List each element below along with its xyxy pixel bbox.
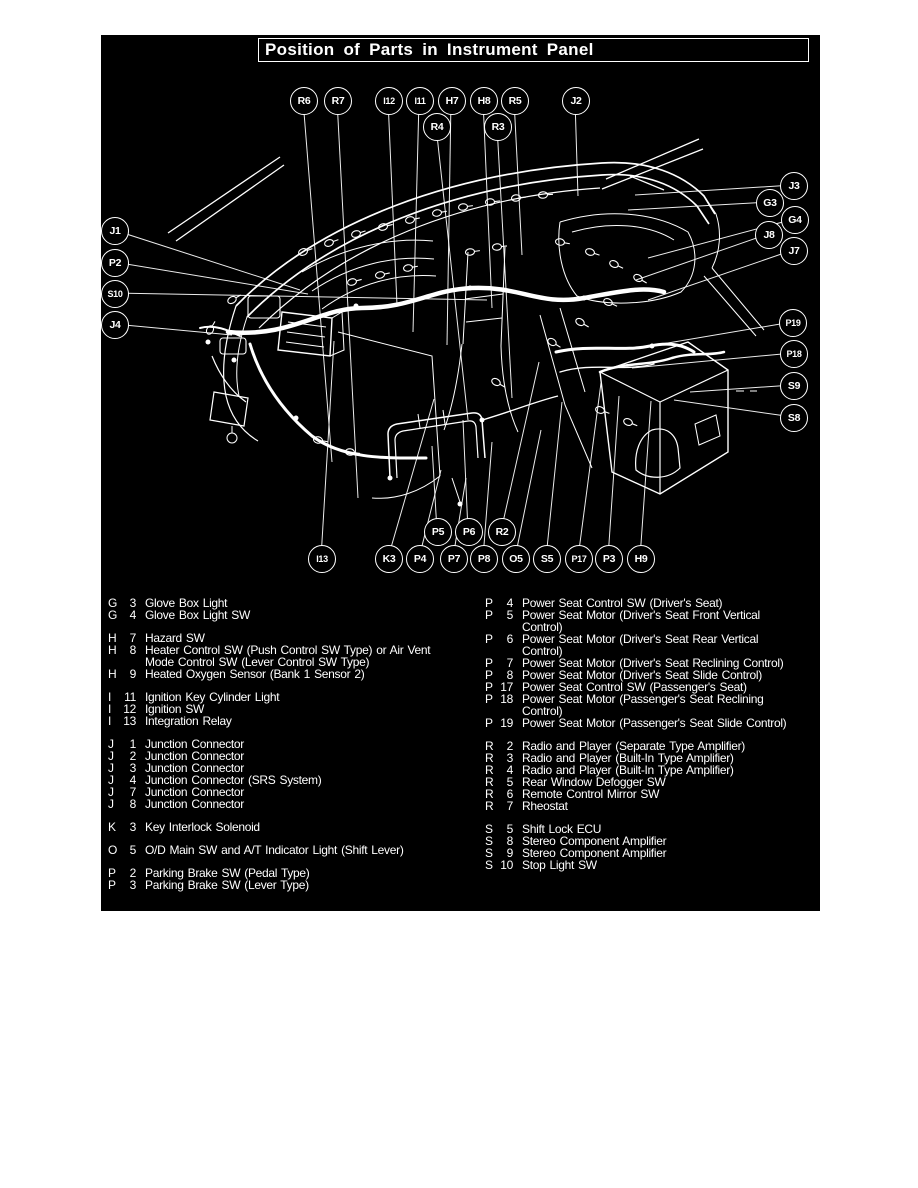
leader-line-r2 xyxy=(501,362,539,531)
legend-group xyxy=(108,632,473,680)
legend-desc: Hazard SW xyxy=(145,631,205,645)
callout-j3: J3 xyxy=(780,172,808,200)
leader-line-r5 xyxy=(514,100,522,255)
seat-subharness-loop xyxy=(388,396,558,502)
legend-letter: S xyxy=(485,858,493,872)
leader-line-p3 xyxy=(608,396,619,558)
legend-letter: R xyxy=(485,775,494,789)
legend-group xyxy=(108,844,473,856)
legend-row-p3 xyxy=(108,879,473,891)
legend-number: 13 xyxy=(123,714,136,728)
legend-group xyxy=(108,867,473,891)
callout-s10: S10 xyxy=(101,280,129,308)
leader-line-r7 xyxy=(337,100,358,498)
leader-line-j1 xyxy=(114,230,300,290)
leader-line-r4 xyxy=(436,126,468,420)
leader-line-i12 xyxy=(388,100,397,305)
legend-number: 4 xyxy=(129,608,136,622)
legend-letter: J xyxy=(108,737,114,751)
legend-desc: Heater Control SW (Push Control SW Type) or Air Vent Mode Control SW (Lever Control SW Type) xyxy=(145,643,431,669)
legend-letter: G xyxy=(108,608,118,622)
legend-desc: Key Interlock Solenoid xyxy=(145,820,260,834)
legend-desc: Stereo Component Amplifier xyxy=(522,846,667,860)
legend-number: 4 xyxy=(506,596,513,610)
legend-number: 7 xyxy=(129,631,136,645)
legend-desc: Remote Control Mirror SW xyxy=(522,787,660,801)
legend-group xyxy=(485,597,815,729)
legend-number: 6 xyxy=(506,787,513,801)
legend-desc: Shift Lock ECU xyxy=(522,822,602,836)
leader-line-s5 xyxy=(546,402,562,558)
page-title: Position of Parts in Instrument Panel xyxy=(265,40,594,59)
callout-j4: J4 xyxy=(101,311,129,339)
leader-line-j7 xyxy=(648,250,793,300)
legend-number: 17 xyxy=(500,680,513,694)
legend-group xyxy=(108,691,473,727)
legend-letter: I xyxy=(108,714,112,728)
title-box xyxy=(258,38,809,62)
legend-desc: Heated Oxygen Sensor (Bank 1 Sensor 2) xyxy=(145,667,365,681)
legend-letter: P xyxy=(485,596,493,610)
legend-row-p19 xyxy=(485,717,815,729)
callout-i12: I12 xyxy=(375,87,403,115)
legend-letter: P xyxy=(485,716,493,730)
legend-desc: Radio and Player (Built-In Type Amplifier) xyxy=(522,763,734,777)
legend-letter: J xyxy=(108,773,114,787)
callout-j8: J8 xyxy=(755,221,783,249)
legend-letter: O xyxy=(108,843,118,857)
callout-p19: P19 xyxy=(779,309,807,337)
legend-desc: Junction Connector (SRS System) xyxy=(145,773,322,787)
callout-j1: J1 xyxy=(101,217,129,245)
legend-number: 5 xyxy=(506,775,513,789)
leader-line-i13 xyxy=(321,341,334,558)
legend-desc: Junction Connector xyxy=(145,785,244,799)
legend-number: 4 xyxy=(506,763,513,777)
callout-j2: J2 xyxy=(562,87,590,115)
legend-group xyxy=(108,597,473,621)
legend-group xyxy=(108,738,473,810)
callout-s5: S5 xyxy=(533,545,561,573)
legend-row-j8 xyxy=(108,798,473,810)
callout-p4: P4 xyxy=(406,545,434,573)
callout-h9: H9 xyxy=(627,545,655,573)
callout-r5: R5 xyxy=(501,87,529,115)
legend-number: 5 xyxy=(129,843,136,857)
callout-s9: S9 xyxy=(780,372,808,400)
legend-group xyxy=(485,740,815,812)
legend-desc: Junction Connector xyxy=(145,737,244,751)
callout-s8: S8 xyxy=(780,404,808,432)
callout-r6: R6 xyxy=(290,87,318,115)
legend-letter: R xyxy=(485,763,494,777)
callout-r7: R7 xyxy=(324,87,352,115)
legend-letter: H xyxy=(108,643,117,657)
legend-right-column xyxy=(485,597,815,882)
leader-line-p19 xyxy=(662,322,792,344)
legend-number: 5 xyxy=(506,822,513,836)
callout-p7: P7 xyxy=(440,545,468,573)
legend-desc: Parking Brake SW (Lever Type) xyxy=(145,878,309,892)
legend-letter: J xyxy=(108,797,114,811)
legend-letter: K xyxy=(108,820,116,834)
legend-number: 10 xyxy=(500,858,513,872)
legend-number: 18 xyxy=(500,692,513,706)
legend-desc: Parking Brake SW (Pedal Type) xyxy=(145,866,310,880)
callout-p5: P5 xyxy=(424,518,452,546)
legend-desc: Power Seat Motor (Driver's Seat Reclining Control) xyxy=(522,656,784,670)
legend-number: 4 xyxy=(129,773,136,787)
legend-number: 2 xyxy=(129,749,136,763)
callout-h8: H8 xyxy=(470,87,498,115)
legend-letter: J xyxy=(108,785,114,799)
legend-desc: Junction Connector xyxy=(145,797,244,811)
callout-r4: R4 xyxy=(423,113,451,141)
callout-r3: R3 xyxy=(484,113,512,141)
callout-p3: P3 xyxy=(595,545,623,573)
legend-desc: Power Seat Motor (Driver's Seat Rear Vertical Control) xyxy=(522,632,759,658)
legend-number: 3 xyxy=(129,596,136,610)
legend-row-i13 xyxy=(108,715,473,727)
legend-desc: Power Seat Motor (Driver's Seat Slide Control) xyxy=(522,668,762,682)
leader-line-p2 xyxy=(114,262,308,294)
legend-row-k3 xyxy=(108,821,473,833)
legend-number: 8 xyxy=(506,668,513,682)
legend-desc: Rheostat xyxy=(522,799,568,813)
legend-number: 6 xyxy=(506,632,513,646)
callout-i13: I13 xyxy=(308,545,336,573)
legend-number: 19 xyxy=(500,716,513,730)
legend-desc: Power Seat Motor (Driver's Seat Front Vertical Control) xyxy=(522,608,760,634)
legend-letter: R xyxy=(485,787,494,801)
legend-number: 8 xyxy=(129,643,136,657)
legend-letter: J xyxy=(108,749,114,763)
legend-letter: P xyxy=(108,866,116,880)
diagram-panel xyxy=(101,35,820,911)
callout-i11: I11 xyxy=(406,87,434,115)
leader-line-p6 xyxy=(463,420,468,531)
legend-desc: Power Seat Motor (Passenger's Seat Slide Control) xyxy=(522,716,787,730)
legend-number: 7 xyxy=(129,785,136,799)
legend-number: 2 xyxy=(129,866,136,880)
legend-row-p5 xyxy=(485,609,815,633)
legend-desc: Power Seat Control SW (Driver's Seat) xyxy=(522,596,723,610)
legend-letter: P xyxy=(108,878,116,892)
callout-k3: K3 xyxy=(375,545,403,573)
legend-letter: P xyxy=(485,656,493,670)
legend-letter: I xyxy=(108,690,112,704)
legend-desc: Rear Window Defogger SW xyxy=(522,775,666,789)
legend-row-h8 xyxy=(108,644,473,668)
legend-letter: H xyxy=(108,631,117,645)
legend-letter: P xyxy=(485,680,493,694)
callout-p6: P6 xyxy=(455,518,483,546)
legend-row-s10 xyxy=(485,859,815,871)
legend-number: 1 xyxy=(129,737,136,751)
legend-number: 7 xyxy=(506,799,513,813)
leader-line-s8 xyxy=(674,400,793,417)
connector-blobs xyxy=(205,191,757,506)
leader-line-r3 xyxy=(497,126,512,398)
legend-desc: Junction Connector xyxy=(145,761,244,775)
legend-desc: Power Seat Control SW (Passenger's Seat) xyxy=(522,680,747,694)
leader-line-h9 xyxy=(640,401,651,558)
legend-row-h9 xyxy=(108,668,473,680)
legend-letter: I xyxy=(108,702,112,716)
callout-r2: R2 xyxy=(488,518,516,546)
legend-row-r7 xyxy=(485,800,815,812)
legend-number: 7 xyxy=(506,656,513,670)
legend-letter: S xyxy=(485,846,493,860)
legend-letter: J xyxy=(108,761,114,775)
legend-letter: S xyxy=(485,834,493,848)
legend-number: 5 xyxy=(506,608,513,622)
legend-number: 3 xyxy=(129,878,136,892)
legend-left-column xyxy=(108,597,473,902)
leader-lines xyxy=(114,100,794,558)
legend-letter: P xyxy=(485,692,493,706)
legend-number: 8 xyxy=(129,797,136,811)
callout-p17: P17 xyxy=(565,545,593,573)
legend-number: 9 xyxy=(506,846,513,860)
leader-line-h7 xyxy=(447,100,451,345)
callout-h7: H7 xyxy=(438,87,466,115)
leader-line-p17 xyxy=(578,383,601,558)
legend-letter: R xyxy=(485,799,494,813)
legend-letter: H xyxy=(108,667,117,681)
leader-line-j4 xyxy=(114,324,232,335)
legend-number: 9 xyxy=(129,667,136,681)
legend-group xyxy=(485,823,815,871)
legend-number: 3 xyxy=(129,761,136,775)
legend-number: 3 xyxy=(129,820,136,834)
callout-j7: J7 xyxy=(780,237,808,265)
callout-o5: O5 xyxy=(502,545,530,573)
leader-line-j8 xyxy=(636,234,768,280)
legend-number: 2 xyxy=(506,739,513,753)
legend-group xyxy=(108,821,473,833)
legend-desc: O/D Main SW and A/T Indicator Light (Shift Lever) xyxy=(145,843,404,857)
legend-number: 8 xyxy=(506,834,513,848)
legend-desc: Integration Relay xyxy=(145,714,232,728)
legend-desc: Power Seat Motor (Passenger's Seat Reclining Control) xyxy=(522,692,764,718)
legend-desc: Glove Box Light SW xyxy=(145,608,250,622)
legend-desc: Radio and Player (Separate Type Amplifier) xyxy=(522,739,745,753)
legend-desc: Glove Box Light xyxy=(145,596,228,610)
callout-p8: P8 xyxy=(470,545,498,573)
legend-desc: Ignition Key Cylinder Light xyxy=(145,690,280,704)
legend-desc: Radio and Player (Built-In Type Amplifier) xyxy=(522,751,734,765)
relay-and-column-cluster xyxy=(210,296,344,443)
legend-letter: P xyxy=(485,608,493,622)
legend-desc: Stop Light SW xyxy=(522,858,597,872)
legend-row-p6 xyxy=(485,633,815,657)
legend-desc: Stereo Component Amplifier xyxy=(522,834,667,848)
callout-p2: P2 xyxy=(101,249,129,277)
legend-number: 3 xyxy=(506,751,513,765)
legend-row-p18 xyxy=(485,693,815,717)
legend-letter: S xyxy=(485,822,493,836)
callout-p18: P18 xyxy=(780,340,808,368)
wiring-harness xyxy=(200,288,724,458)
legend-desc: Junction Connector xyxy=(145,749,244,763)
legend-letter: G xyxy=(108,596,118,610)
legend-number: 11 xyxy=(124,690,136,704)
callout-g3: G3 xyxy=(756,189,784,217)
legend-letter: R xyxy=(485,739,494,753)
callout-g4: G4 xyxy=(781,206,809,234)
legend-row-g4 xyxy=(108,609,473,621)
legend-letter: R xyxy=(485,751,494,765)
legend-desc: Ignition SW xyxy=(145,702,205,716)
legend-number: 12 xyxy=(123,702,136,716)
legend-letter: P xyxy=(485,668,493,682)
legend-row-o5 xyxy=(108,844,473,856)
legend-letter: P xyxy=(485,632,493,646)
